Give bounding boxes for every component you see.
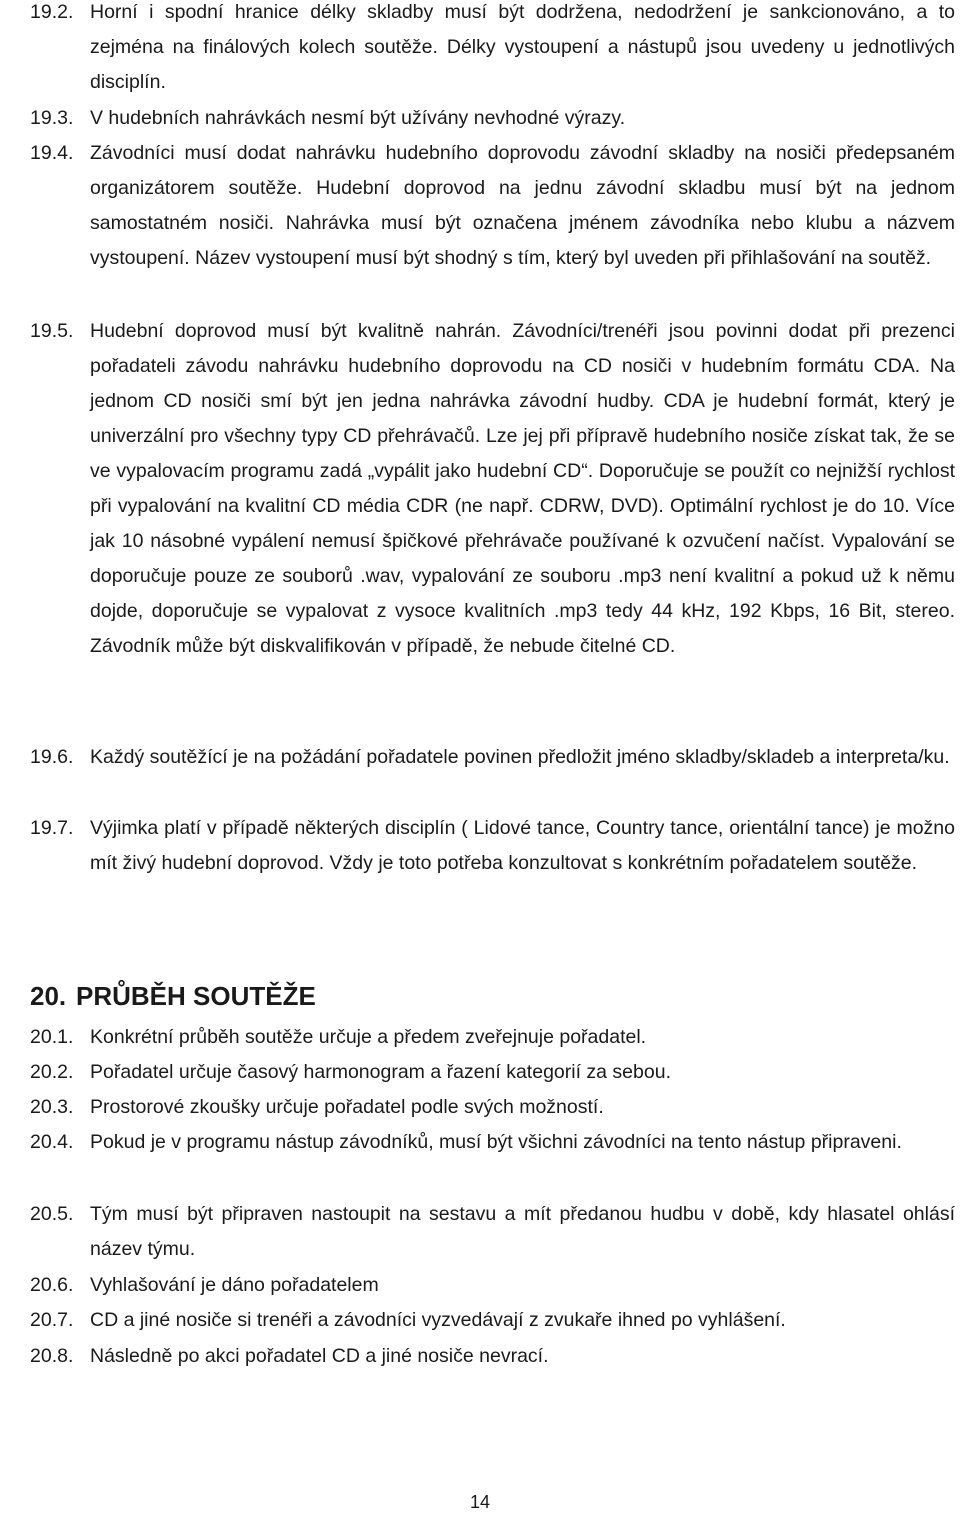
clause-20-6	[30, 1268, 955, 1303]
clause-20-8	[30, 1339, 955, 1374]
clause-text: Tým musí být připraven nastoupit na sestavu a mít předanou hudbu v době, kdy hlasatel ohlásí název týmu.	[90, 1203, 955, 1260]
clause-text: CD a jiné nosiče si trenéři a závodníci vyzvedávají z zvukaře ihned po vyhlášení.	[90, 1309, 786, 1331]
section-title: PRŮBĚH SOUTĚŽE	[76, 981, 316, 1011]
clause-text: Výjimka platí v případě některých disciplín ( Lidové tance, Country tance, orientální tance) je možno mít živý hudební doprovod. Vždy je toto potřeba konzultovat s konkrétním pořadatelem soutěže.	[90, 817, 955, 874]
clause-20-4	[30, 1125, 955, 1160]
clause-text: Vyhlašování je dáno pořadatelem	[90, 1274, 379, 1296]
clause-number: 20.5.	[30, 1203, 74, 1225]
clause-number: 20.4.	[30, 1131, 74, 1153]
clause-20-1	[30, 1020, 955, 1055]
clause-19-3	[30, 101, 955, 136]
clause-text: Hudební doprovod musí být kvalitně nahrán. Závodníci/trenéři jsou povinni dodat při prezenci pořadateli závodu nahrávku hudebního doprovodu na CD nosiči v hudebním formátu CDA. Na jednom CD nosiči smí být jen jedna nahrávka závodní hudby. CDA je hudební formát, který je univerzální pro všechny typy CD přehrávačů. Lze jej při přípravě hudebního nosiče získat tak, že se ve vypalovacím programu zadá „vypálit jako hudební CD“. Doporučuje se použít co nejnižší rychlost při vypalování na kvalitní CD média CDR (ne např. CDRW, DVD). Optimální rychlost je do 10. Více jak 10 násobné vypálení nemusí špičkové přehrávače používané k ozvučení načíst. Vypalování se doporučuje pouze ze souborů .wav, vypalování ze souboru .mp3 není kvalitní a pokud už k němu dojde, doporučuje se vypalovat z vysoce kvalitních .mp3 tedy 44 kHz, 192 Kbps, 16 Bit, stereo. Závodník může být diskvalifikován v případě, že nebude čitelné CD.	[90, 320, 955, 657]
clause-number: 19.5.	[30, 320, 74, 342]
clause-text: Pokud je v programu nástup závodníků, musí být všichni závodníci na tento nástup připraveni.	[90, 1131, 902, 1153]
page-number: 14	[469, 1492, 491, 1512]
clause-text: Závodníci musí dodat nahrávku hudebního doprovodu závodní skladby na nosiči předepsaném organizátorem soutěže. Hudební doprovod na jednu závodní skladbu musí být na jednom samostatném nosiči. Nahrávka musí být označena jménem závodníka nebo klubu a názvem vystoupení. Název vystoupení musí být shodný s tím, který byl uveden při přihlašování na soutěž.	[90, 142, 955, 269]
clause-number: 19.3.	[30, 107, 74, 129]
clause-text: Pořadatel určuje časový harmonogram a řazení kategorií za sebou.	[90, 1061, 671, 1083]
clause-text: Horní i spodní hranice délky skladby musí být dodržena, nedodržení je sankcionováno, a to zejména na finálových kolech soutěže. Délky vystoupení a nástupů jsou uvedeny u jednotlivých disciplín.	[90, 1, 955, 93]
clause-19-6	[30, 740, 955, 775]
clause-20-5	[30, 1197, 955, 1267]
clause-text: Konkrétní průběh soutěže určuje a předem zveřejnuje pořadatel.	[90, 1026, 647, 1048]
clause-20-7	[30, 1303, 955, 1338]
clause-text: V hudebních nahrávkách nesmí být užívány nevhodné výrazy.	[90, 107, 626, 129]
clause-text: Každý soutěžící je na požádání pořadatele povinen předložit jméno skladby/skladeb a interpreta/ku.	[90, 746, 950, 768]
clause-20-3	[30, 1090, 955, 1125]
clause-number: 20.3.	[30, 1096, 74, 1118]
clause-number: 20.8.	[30, 1345, 74, 1367]
clause-19-4	[30, 136, 955, 276]
clause-number: 20.6.	[30, 1274, 74, 1296]
clause-number: 19.4.	[30, 142, 74, 164]
clause-19-5	[30, 314, 955, 664]
clause-text: Následně po akci pořadatel CD a jiné nosiče nevrací.	[90, 1345, 549, 1367]
section-number: 20.	[30, 981, 67, 1011]
clause-19-7	[30, 811, 955, 881]
clause-number: 19.6.	[30, 746, 74, 768]
clause-19-2	[30, 0, 955, 100]
clause-number: 20.1.	[30, 1026, 74, 1048]
clause-20-2	[30, 1055, 955, 1090]
clause-text: Prostorové zkoušky určuje pořadatel podle svých možností.	[90, 1096, 604, 1118]
clause-number: 20.2.	[30, 1061, 74, 1083]
clause-number: 19.7.	[30, 817, 74, 839]
clause-number: 20.7.	[30, 1309, 74, 1331]
clause-number: 19.2.	[30, 1, 74, 23]
section-heading	[30, 978, 316, 1014]
